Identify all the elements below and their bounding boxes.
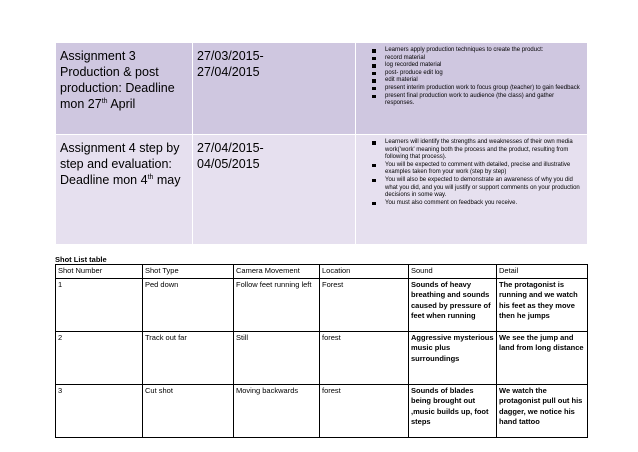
task-item: Learners apply production techniques to create the product: xyxy=(382,47,581,55)
title-text: April xyxy=(107,97,136,111)
title-line: step and evaluation: xyxy=(60,157,172,171)
task-item: Learners will identify the strengths and weaknesses of their own media work('work' meaning both the process and the product, resulting from following that process). xyxy=(382,139,581,162)
shot-type: Cut shot xyxy=(143,384,234,437)
assignment-row xyxy=(56,135,588,245)
assignment-dates xyxy=(193,135,356,245)
title-line: production: Deadline xyxy=(60,81,175,95)
assignment-table xyxy=(55,42,588,245)
shot-number: 1 xyxy=(56,278,143,331)
title-line: Production & post xyxy=(60,65,159,79)
table-row xyxy=(56,384,588,437)
task-item: You must also comment on feedback you receive. xyxy=(382,200,581,208)
assignment-title xyxy=(56,43,193,135)
task-item: You will be expected to comment with detailed, precise and illustrative examples taken from your work (step by step) xyxy=(382,162,581,177)
camera-movement: Follow feet running left xyxy=(234,278,320,331)
title-line: Assignment 4 step by xyxy=(60,141,180,155)
assignment-tasks xyxy=(356,135,588,245)
column-header: Detail xyxy=(497,265,588,279)
assignment-row xyxy=(56,43,588,135)
shot-list-caption: Shot List table xyxy=(55,255,107,264)
task-item: present interim production work to focus group (teacher) to gain feedback xyxy=(382,85,581,93)
task-item: edit material xyxy=(382,77,581,85)
column-header: Camera Movement xyxy=(234,265,320,279)
shot-number: 3 xyxy=(56,384,143,437)
shot-sound: Aggressive mysterious music plus surroundings xyxy=(409,331,497,384)
task-item: present final production work to audience (the class) and gather responses. xyxy=(382,93,581,108)
date-end: 27/04/2015 xyxy=(197,65,260,79)
table-header-row xyxy=(56,265,588,279)
ordinal-suffix: th xyxy=(101,97,108,105)
shot-list-table xyxy=(55,264,588,438)
date-start: 27/04/2015- xyxy=(197,141,264,155)
title-line xyxy=(60,96,188,112)
shot-sound: Sounds of blades being brought out ,music builds up, foot steps xyxy=(409,384,497,437)
task-list xyxy=(370,139,581,207)
title-text: mon 27 xyxy=(60,97,102,111)
title-text: may xyxy=(153,173,181,187)
date-end: 04/05/2015 xyxy=(197,157,260,171)
column-header: Location xyxy=(320,265,409,279)
camera-movement: Moving backwards xyxy=(234,384,320,437)
title-line xyxy=(60,172,188,188)
task-item: log recorded material xyxy=(382,62,581,70)
date-start: 27/03/2015- xyxy=(197,49,264,63)
task-item: You will also be expected to demonstrate an awareness of why you did what you did, and you will justify or support comments on your production decisions in some way. xyxy=(382,177,581,200)
shot-type: Ped down xyxy=(143,278,234,331)
column-header: Shot Type xyxy=(143,265,234,279)
shot-sound: Sounds of heavy breathing and sounds caused by pressure of feet when running xyxy=(409,278,497,331)
table-row xyxy=(56,331,588,384)
task-item: record material xyxy=(382,55,581,63)
task-item: post- produce edit log xyxy=(382,70,581,78)
shot-detail: The protagonist is running and we watch his feet as they move then he jumps xyxy=(497,278,588,331)
shot-location: forest xyxy=(320,331,409,384)
shot-detail: We see the jump and land from long distance xyxy=(497,331,588,384)
camera-movement: Still xyxy=(234,331,320,384)
column-header: Sound xyxy=(409,265,497,279)
shot-number: 2 xyxy=(56,331,143,384)
shot-location: Forest xyxy=(320,278,409,331)
assignment-title xyxy=(56,135,193,245)
assignment-dates xyxy=(193,43,356,135)
table-row xyxy=(56,278,588,331)
shot-type: Track out far xyxy=(143,331,234,384)
title-line: Assignment 3 xyxy=(60,49,136,63)
title-text: Deadline mon 4 xyxy=(60,173,148,187)
ordinal-suffix: th xyxy=(147,173,154,181)
column-header: Shot Number xyxy=(56,265,143,279)
assignment-tasks xyxy=(356,43,588,135)
shot-detail: We watch the protagonist pull out his dagger, we notice his hand tattoo xyxy=(497,384,588,437)
task-list xyxy=(370,47,581,108)
shot-location: forest xyxy=(320,384,409,437)
